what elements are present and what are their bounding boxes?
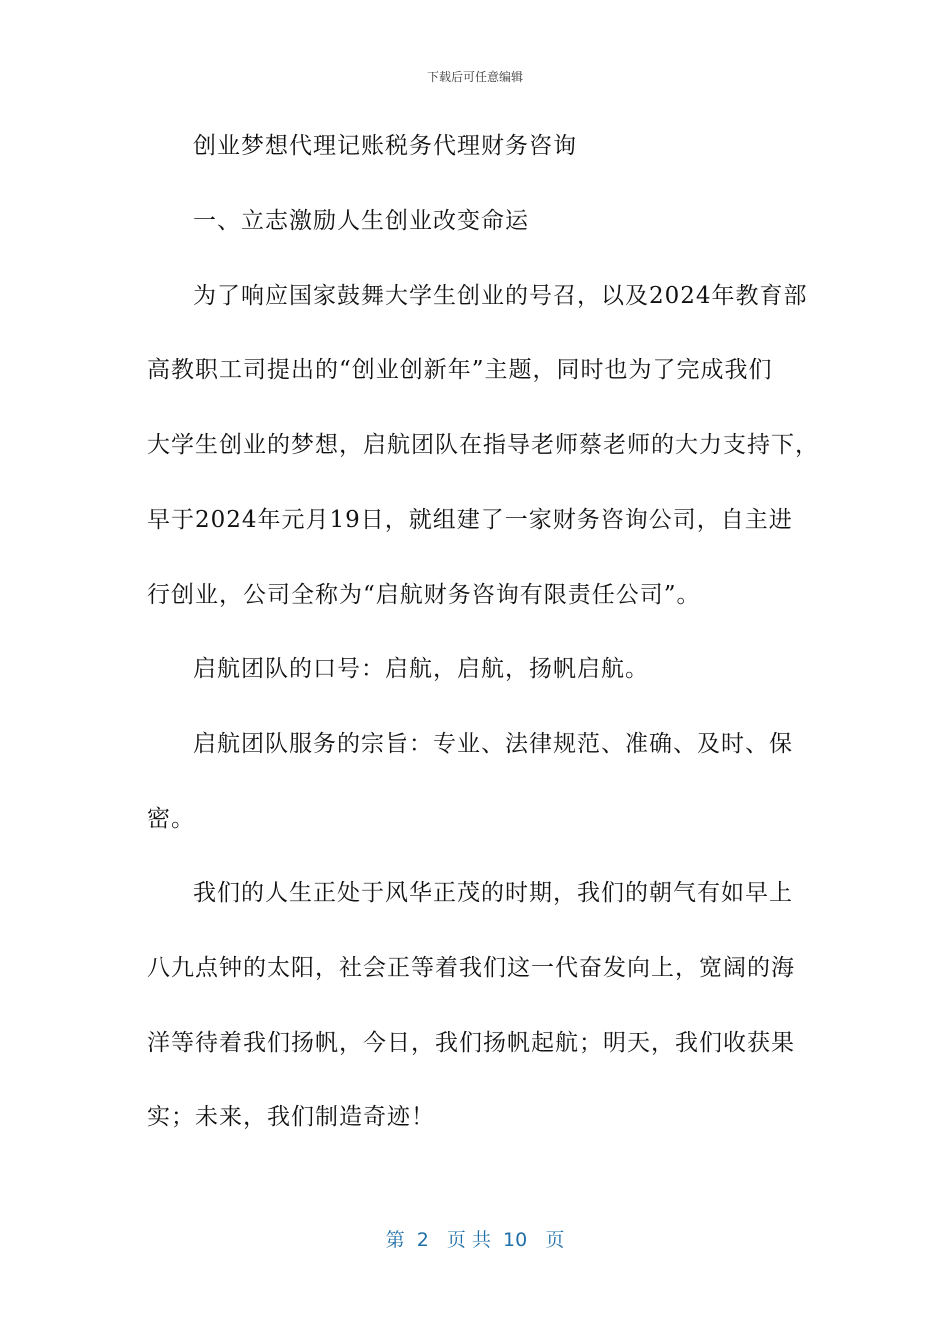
page-number-footer: 第 2 页 共 10 页 <box>385 1229 565 1251</box>
header-note: 下载后可任意编辑 <box>426 70 523 84</box>
paragraph-line: 洋等待着我们扬帆，今日，我们扬帆起航；明天，我们收获果 <box>147 1030 795 1056</box>
paragraph-line: 我们的人生正处于风华正茂的时期，我们的朝气有如早上 <box>193 880 793 906</box>
paragraph-line: 实；未来，我们制造奇迹！ <box>147 1104 435 1130</box>
paragraph-line: 高教职工司提出的“创业创新年”主题，同时也为了完成我们 <box>147 357 773 383</box>
paragraph-line: 为了响应国家鼓舞大学生创业的号召，以及2024年教育部 <box>193 283 808 309</box>
paragraph-line: 启航团队的口号：启航，启航，扬帆启航。 <box>193 656 649 682</box>
doc-title: 创业梦想代理记账税务代理财务咨询 <box>193 133 577 159</box>
paragraph-line: 启航团队服务的宗旨：专业、法律规范、准确、及时、保 <box>193 731 793 757</box>
paragraph-line: 早于2024年元月19日，就组建了一家财务咨询公司，自主进 <box>147 507 793 533</box>
paragraph-line: 大学生创业的梦想，启航团队在指导老师蔡老师的大力支持下， <box>147 432 819 458</box>
paragraph-line: 行创业，公司全称为“启航财务咨询有限责任公司”。 <box>147 582 701 608</box>
paragraph-line: 密。 <box>147 806 195 832</box>
section-heading: 一、立志激励人生创业改变命运 <box>193 208 529 234</box>
paragraph-line: 八九点钟的太阳，社会正等着我们这一代奋发向上，宽阔的海 <box>147 955 795 981</box>
